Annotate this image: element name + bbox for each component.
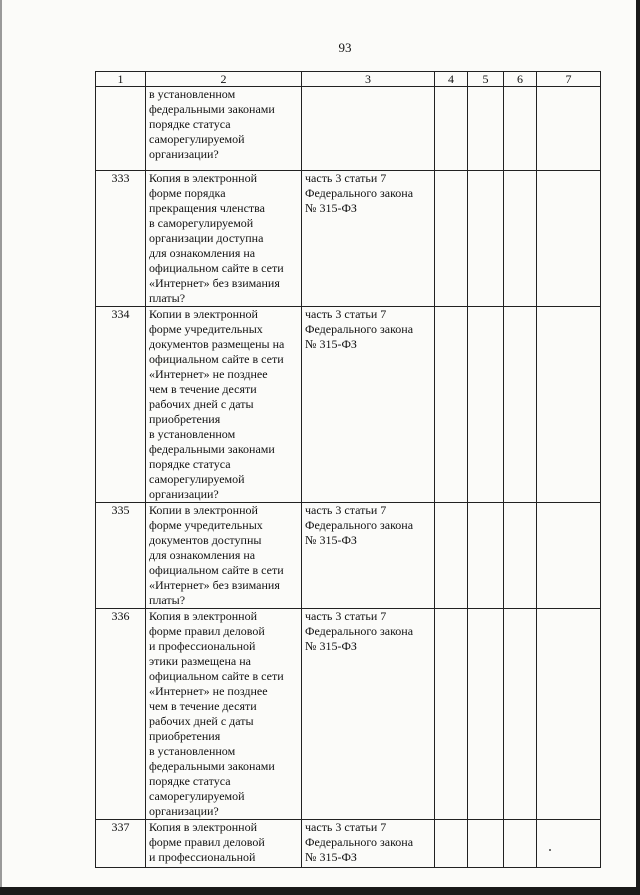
question-line: организации доступна: [149, 231, 264, 245]
question-line: федеральными законами: [149, 102, 275, 116]
row-number: 335: [96, 503, 146, 609]
answer-cell: [504, 307, 537, 503]
question-line: федеральными законами: [149, 759, 275, 773]
question-line: «Интернет» без взимания: [149, 578, 280, 592]
reference-line: Федерального закона: [305, 518, 414, 532]
page-number: 93: [338, 40, 352, 55]
table-row: [96, 307, 601, 503]
question-line: Копия в электронной: [149, 171, 258, 185]
row-number: [96, 87, 146, 171]
question-line: «Интернет» не позднее: [149, 684, 268, 698]
answer-cell: [468, 171, 504, 307]
question-line: официальном сайте в сети: [149, 669, 284, 683]
question-line: этики размещена на: [149, 654, 251, 668]
reference-line: Федерального закона: [305, 624, 414, 638]
requirement-question: [146, 87, 302, 171]
question-line: форме порядка: [149, 186, 226, 200]
legal-reference: [302, 609, 435, 820]
question-line: порядке статуса: [149, 774, 231, 788]
reference-line: № 315-ФЗ: [305, 337, 357, 351]
answer-cell: [468, 503, 504, 609]
answer-cell: [537, 820, 601, 868]
reference-line: часть 3 статьи 7: [305, 609, 387, 623]
question-line: «Интернет» без взимания: [149, 276, 280, 290]
legal-reference: [302, 820, 435, 868]
column-header: 4: [435, 72, 468, 87]
answer-cell: [504, 171, 537, 307]
question-line: организации?: [149, 804, 219, 818]
question-line: чем в течение десяти: [149, 382, 257, 396]
requirement-question: [146, 503, 302, 609]
table-row: [96, 820, 601, 868]
scan-edge-bottom: [0, 887, 640, 895]
question-line: форме учредительных: [149, 518, 263, 532]
requirement-question: [146, 609, 302, 820]
reference-line: Федерального закона: [305, 186, 414, 200]
question-line: прекращения членства: [149, 201, 266, 215]
question-line: Копии в электронной: [149, 503, 258, 517]
legal-reference: [302, 87, 435, 171]
question-line: Копии в электронной: [149, 307, 258, 321]
question-line: «Интернет» не позднее: [149, 367, 268, 381]
question-line: Копия в электронной: [149, 820, 258, 834]
row-number: 337: [96, 820, 146, 868]
answer-cell: [435, 87, 468, 171]
answer-cell: [504, 503, 537, 609]
question-line: форме правил деловой: [149, 835, 265, 849]
question-line: форме учредительных: [149, 322, 263, 336]
reference-line: часть 3 статьи 7: [305, 171, 387, 185]
row-number: 334: [96, 307, 146, 503]
column-header: 3: [302, 72, 435, 87]
answer-cell: [468, 609, 504, 820]
question-line: рабочих дней с даты: [149, 397, 254, 411]
question-line: федеральными законами: [149, 442, 275, 456]
column-header: 2: [146, 72, 302, 87]
question-line: приобретения: [149, 729, 221, 743]
answer-cell: [435, 307, 468, 503]
reference-line: № 315-ФЗ: [305, 850, 357, 864]
row-number: 336: [96, 609, 146, 820]
question-line: платы?: [149, 593, 186, 607]
reference-line: часть 3 статьи 7: [305, 503, 387, 517]
column-header: 6: [504, 72, 537, 87]
reference-line: № 315-ФЗ: [305, 533, 357, 547]
legal-reference: [302, 503, 435, 609]
question-line: официальном сайте в сети: [149, 261, 284, 275]
question-line: документов размещены на: [149, 337, 285, 351]
answer-cell: [537, 87, 601, 171]
table-row: [96, 171, 601, 307]
question-line: официальном сайте в сети: [149, 563, 284, 577]
question-line: в установленном: [149, 427, 236, 441]
question-line: саморегулируемой: [149, 132, 245, 146]
answer-cell: [504, 609, 537, 820]
checklist-table: [95, 71, 601, 868]
requirement-question: [146, 171, 302, 307]
legal-reference: [302, 307, 435, 503]
requirement-question: [146, 820, 302, 868]
answer-cell: [537, 609, 601, 820]
question-line: в саморегулируемой: [149, 216, 254, 230]
answer-cell: [435, 609, 468, 820]
column-header: 5: [468, 72, 504, 87]
answer-cell: [504, 87, 537, 171]
question-line: организации?: [149, 487, 219, 501]
legal-reference: [302, 171, 435, 307]
question-line: порядке статуса: [149, 117, 231, 131]
answer-cell: [468, 307, 504, 503]
column-header-row: [96, 72, 601, 87]
answer-cell: [435, 820, 468, 868]
question-line: и профессиональной: [149, 639, 256, 653]
question-line: форме правил деловой: [149, 624, 265, 638]
question-line: приобретения: [149, 412, 221, 426]
question-line: документов доступны: [149, 533, 262, 547]
question-line: официальном сайте в сети: [149, 352, 284, 366]
question-line: для ознакомления на: [149, 548, 256, 562]
answer-cell: [468, 87, 504, 171]
answer-cell: [537, 307, 601, 503]
reference-line: № 315-ФЗ: [305, 201, 357, 215]
table-row: [96, 87, 601, 171]
answer-cell: [537, 171, 601, 307]
answer-cell: [435, 171, 468, 307]
reference-line: Федерального закона: [305, 835, 414, 849]
row-number: 333: [96, 171, 146, 307]
answer-cell: [504, 820, 537, 868]
question-line: Копия в электронной: [149, 609, 258, 623]
scan-speck: [549, 849, 551, 851]
question-line: организации?: [149, 147, 219, 161]
question-line: платы?: [149, 291, 186, 305]
answer-cell: [435, 503, 468, 609]
question-line: для ознакомления на: [149, 246, 256, 260]
table-row: [96, 609, 601, 820]
question-line: порядке статуса: [149, 457, 231, 471]
column-header: 1: [96, 72, 146, 87]
question-line: саморегулируемой: [149, 789, 245, 803]
scan-edge-left: [0, 0, 2, 895]
answer-cell: [468, 820, 504, 868]
question-line: в установленном: [149, 744, 236, 758]
question-line: и профессиональной: [149, 850, 256, 864]
table-row: [96, 503, 601, 609]
reference-line: часть 3 статьи 7: [305, 820, 387, 834]
reference-line: часть 3 статьи 7: [305, 307, 387, 321]
question-line: саморегулируемой: [149, 472, 245, 486]
requirement-question: [146, 307, 302, 503]
question-line: чем в течение десяти: [149, 699, 257, 713]
question-line: в установленном: [149, 87, 236, 101]
scan-edge-right: [636, 0, 640, 895]
reference-line: № 315-ФЗ: [305, 639, 357, 653]
answer-cell: [537, 503, 601, 609]
reference-line: Федерального закона: [305, 322, 414, 336]
column-header: 7: [537, 72, 601, 87]
question-line: рабочих дней с даты: [149, 714, 254, 728]
